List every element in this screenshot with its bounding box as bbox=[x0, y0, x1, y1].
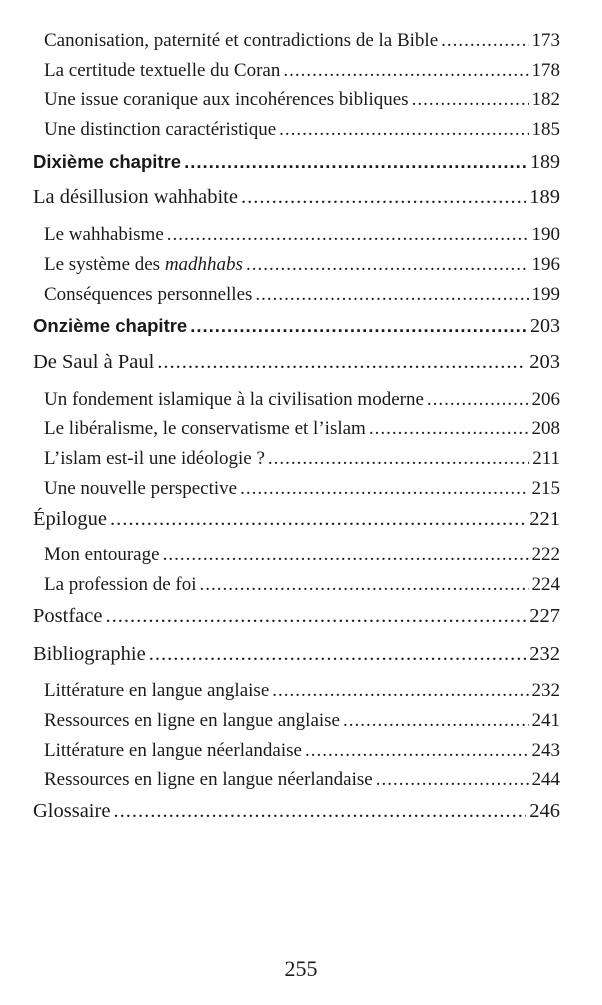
toc-entry-title: Mon entourage bbox=[44, 544, 160, 565]
toc-entry-page: 178 bbox=[531, 60, 560, 81]
toc-entry bbox=[44, 574, 560, 596]
toc-entry bbox=[44, 710, 560, 732]
toc-entry bbox=[44, 89, 560, 111]
toc-entry bbox=[44, 60, 560, 82]
dot-leader bbox=[105, 605, 526, 628]
dot-leader bbox=[376, 769, 529, 791]
toc-entry-title: Épilogue bbox=[33, 508, 108, 530]
toc-section-entry bbox=[33, 351, 560, 374]
toc-entry-page: 189 bbox=[529, 186, 560, 208]
dot-leader bbox=[305, 740, 529, 762]
toc-entry-title: Littérature en langue anglaise bbox=[44, 680, 270, 701]
toc-entry-title: Une distinction caractéristique bbox=[44, 119, 277, 140]
toc-entry bbox=[44, 740, 560, 762]
toc-chapter-heading bbox=[33, 315, 560, 338]
toc-entry-title: La profession de foi bbox=[44, 574, 197, 595]
toc-entry-page: 241 bbox=[531, 710, 560, 731]
toc-entry-page: 206 bbox=[531, 389, 560, 410]
toc-entry-title: Conséquences personnelles bbox=[44, 284, 253, 305]
toc-entry-title: Littérature en langue néerlandaise bbox=[44, 740, 302, 761]
toc-entry-page: 208 bbox=[531, 418, 560, 439]
dot-leader bbox=[441, 30, 528, 52]
toc-entry-title: Ressources en ligne en langue anglaise bbox=[44, 710, 340, 731]
toc-entry-page: 243 bbox=[531, 740, 560, 761]
toc-entry-title bbox=[44, 254, 243, 276]
toc-entry-page: 222 bbox=[531, 544, 560, 565]
toc-entry-title-text: Le système des bbox=[44, 254, 161, 275]
toc-entry bbox=[44, 544, 560, 566]
toc-entry bbox=[44, 119, 560, 141]
toc-entry-title: Onzième chapitre bbox=[33, 315, 188, 336]
toc-entry bbox=[44, 254, 560, 276]
toc-entry-title: Dixième chapitre bbox=[33, 151, 182, 172]
toc-section-entry bbox=[33, 508, 560, 531]
dot-leader bbox=[240, 478, 528, 500]
toc-entry-page: 185 bbox=[531, 119, 560, 140]
toc-entry-title: Un fondement islamique à la civilisation moderne bbox=[44, 389, 424, 410]
toc-entry-page: 182 bbox=[531, 89, 560, 110]
toc-section-entry bbox=[33, 605, 560, 628]
dot-leader bbox=[369, 418, 529, 440]
toc-entry bbox=[44, 284, 560, 306]
toc-entry-title: Une issue coranique aux incohérences bibliques bbox=[44, 89, 409, 110]
toc-entry-page: 244 bbox=[531, 769, 560, 790]
dot-leader bbox=[279, 119, 528, 141]
toc-entry-page: 232 bbox=[529, 643, 560, 665]
dot-leader bbox=[157, 351, 526, 374]
dot-leader bbox=[149, 643, 527, 666]
dot-leader bbox=[412, 89, 529, 111]
dot-leader bbox=[190, 315, 527, 337]
toc-entry-page: 196 bbox=[531, 254, 560, 275]
toc-entry-page: 211 bbox=[532, 448, 560, 469]
toc-chapter-heading bbox=[33, 151, 560, 174]
toc-entry-page: 203 bbox=[530, 315, 560, 337]
dot-leader bbox=[283, 60, 528, 82]
toc-entry-title: Ressources en ligne en langue néerlandaise bbox=[44, 769, 373, 790]
toc-entry-title: Glossaire bbox=[33, 800, 111, 822]
toc-entry-page: 232 bbox=[531, 680, 560, 701]
dot-leader bbox=[246, 254, 529, 276]
toc-entry-title: Le wahhabisme bbox=[44, 224, 164, 245]
toc-entry-title-emphasis: madhhabs bbox=[164, 254, 243, 275]
toc-entry-page: 203 bbox=[529, 351, 560, 373]
dot-leader bbox=[241, 186, 526, 209]
toc-entry bbox=[44, 448, 560, 470]
toc-entry-page: 189 bbox=[530, 151, 560, 173]
toc-entry-title: La certitude textuelle du Coran bbox=[44, 60, 281, 81]
toc-entry bbox=[44, 30, 560, 52]
dot-leader bbox=[255, 284, 528, 306]
toc-entry-page: 224 bbox=[531, 574, 560, 595]
dot-leader bbox=[199, 574, 528, 596]
toc-entry-title: Le libéralisme, le conservatisme et l’islam bbox=[44, 418, 366, 439]
toc-entry bbox=[44, 418, 560, 440]
toc-entry-title: Canonisation, paternité et contradictions de la Bible bbox=[44, 30, 439, 51]
toc-section-entry bbox=[33, 643, 560, 666]
toc-entry bbox=[44, 680, 560, 702]
dot-leader bbox=[268, 448, 529, 470]
toc-entry-page: 221 bbox=[529, 508, 560, 530]
toc-section-entry bbox=[33, 186, 560, 209]
page-number: 255 bbox=[284, 956, 318, 981]
toc-entry bbox=[44, 389, 560, 411]
dot-leader bbox=[272, 680, 528, 702]
dot-leader bbox=[110, 508, 526, 531]
toc-section-entry bbox=[33, 800, 560, 823]
toc-entry bbox=[44, 478, 560, 500]
toc-entry-title: La désillusion wahhabite bbox=[33, 186, 238, 208]
toc-entry-page: 190 bbox=[531, 224, 560, 245]
dot-leader bbox=[184, 151, 527, 173]
toc-entry-title: L’islam est-il une idéologie ? bbox=[44, 448, 265, 469]
toc-entry-title: Bibliographie bbox=[33, 643, 146, 665]
dot-leader bbox=[113, 800, 526, 823]
toc-entry-title: Une nouvelle perspective bbox=[44, 478, 238, 499]
dot-leader bbox=[167, 224, 529, 246]
toc-entry-page: 199 bbox=[531, 284, 560, 305]
toc-entry-page: 246 bbox=[529, 800, 560, 822]
toc-entry-page: 215 bbox=[531, 478, 560, 499]
dot-leader bbox=[343, 710, 529, 732]
dot-leader bbox=[427, 389, 529, 411]
toc-entry bbox=[44, 769, 560, 791]
dot-leader bbox=[163, 544, 529, 566]
toc-entry-page: 173 bbox=[531, 30, 560, 51]
toc-entry bbox=[44, 224, 560, 246]
toc-entry-title: De Saul à Paul bbox=[33, 351, 155, 373]
toc-entry-title: Postface bbox=[33, 605, 103, 627]
toc-entry-page: 227 bbox=[529, 605, 560, 627]
